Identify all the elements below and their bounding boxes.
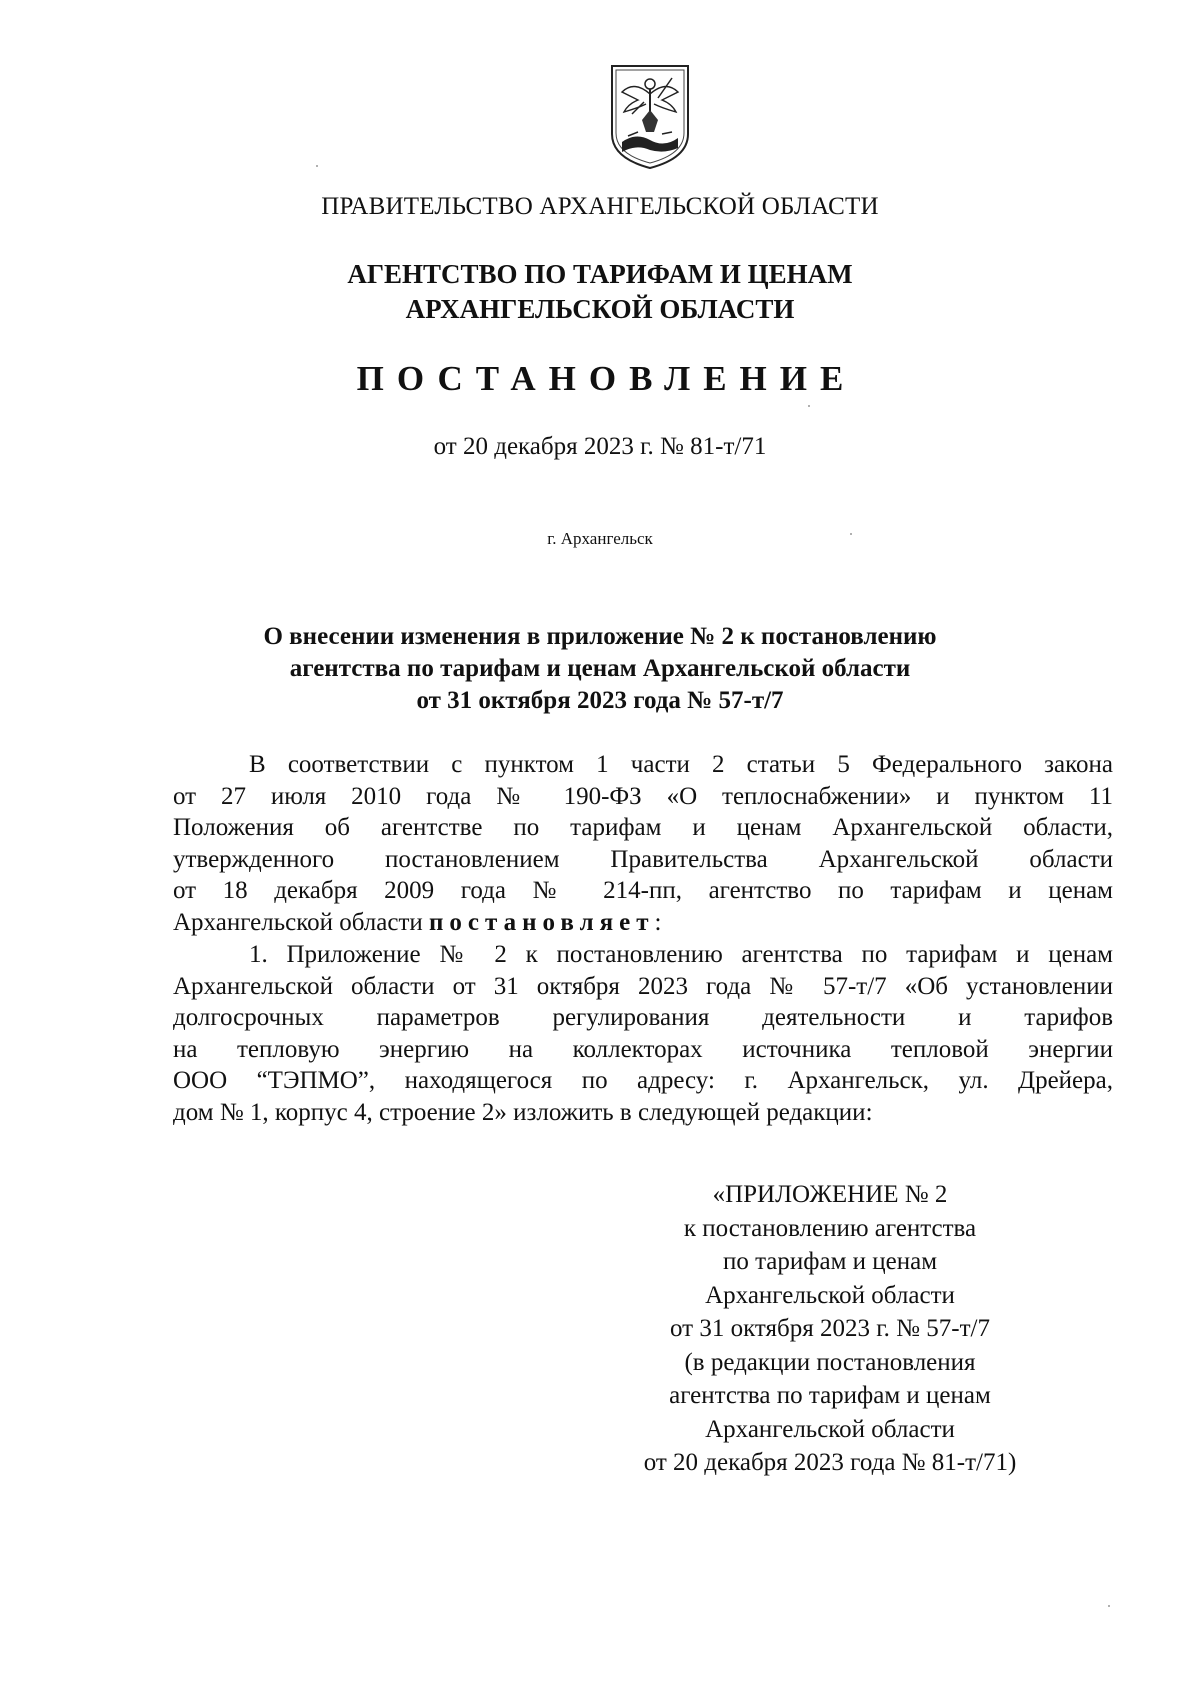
appendix-line: по тарифам и ценам [722,1248,938,1275]
paragraph-line: 1. Приложение № 2 к постановлению агентства по тарифам и ценам [249,941,1113,968]
appendix-line: от 20 декабря 2023 года № 81-т/71) [643,1449,1017,1476]
scan-speck [316,165,318,167]
paragraph-line: Архангельской области от 31 октября 2023 года № 57-т/7 «Об установлении [173,972,1113,1000]
paragraph-text: : [654,908,662,936]
appendix-line: «ПРИЛОЖЕНИЕ № 2 [712,1181,948,1208]
scan-speck [808,405,810,407]
paragraph-line: Положения об агентстве по тарифам и ценам Архангельской области, [173,814,1113,841]
paragraph-line: утвержденного постановлением Правительства Архангельской области [173,845,1113,873]
government-name: ПРАВИТЕЛЬСТВО АРХАНГЕЛЬСКОЙ ОБЛАСТИ [321,193,879,220]
body-paragraph-2 [173,939,1113,1128]
document-title-line3: от 31 октября 2023 года № 57-т/7 [416,687,784,714]
paragraph-line: В соответствии с пунктом 1 части 2 статьи 5 Федерального закона [249,751,1113,778]
agency-name-line2: АРХАНГЕЛЬСКОЙ ОБЛАСТИ [405,294,795,324]
document-date-number: от 20 декабря 2023 г. № 81-т/71 [433,433,767,460]
paragraph-line: от 18 декабря 2009 года № 214-пп, агентство по тарифам и ценам [173,877,1113,904]
document-type: ПОСТАНОВЛЕНИЕ [356,359,857,398]
coat-of-arms-icon [608,62,692,172]
paragraph-line [173,907,1113,939]
paragraph-text: Архангельской области [173,908,430,936]
appendix-line: от 31 октября 2023 г. № 57-т/7 [670,1315,990,1342]
agency-name-line1: АГЕНТСТВО ПО ТАРИФАМ И ЦЕНАМ [347,259,853,289]
appendix-line: Архангельской области [705,1281,955,1309]
document-title-line1: О внесении изменения в приложение № 2 к постановлению [263,623,937,650]
scan-speck [1108,1605,1110,1607]
appendix-line: (в редакции постановления [684,1348,976,1376]
appendix-line: к постановлению агентства [683,1214,977,1242]
paragraph-line: на тепловую энергию на коллекторах источника тепловой энергии [173,1035,1113,1063]
appendix-line: Архангельской области [705,1415,955,1443]
paragraph-line: от 27 июля 2010 года № 190-ФЗ «О теплоснабжении» и пунктом 11 [173,782,1113,810]
paragraph-line: долгосрочных параметров регулирования деятельности и тарифов [173,1004,1113,1031]
paragraph-line: дом № 1, корпус 4, строение 2» изложить в следующей редакции: [173,1098,873,1126]
appendix-header [560,1178,1100,1480]
scan-speck [850,533,852,535]
resolves-word: постановляет [429,908,655,936]
document-title-line2: агентства по тарифам и ценам Архангельской области [289,655,911,682]
body-paragraph-1 [173,749,1113,938]
appendix-line: агентства по тарифам и ценам [669,1382,991,1409]
paragraph-line: ООО “ТЭПМО”, находящегося по адресу: г. Архангельск, ул. Дрейера, [173,1067,1113,1094]
document-city: г. Архангельск [547,529,653,548]
